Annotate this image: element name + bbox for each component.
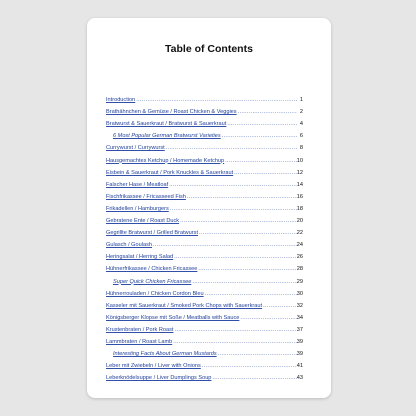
toc-entry[interactable] [106, 140, 303, 152]
toc-dot-leader [191, 279, 296, 286]
toc-entry-link[interactable]: Eisbein & Sauerkraut / Pork Knuckles & Sauerkraut [106, 169, 234, 176]
toc-entry[interactable] [106, 334, 303, 346]
toc-page-number: 29 [296, 278, 303, 285]
toc-entry[interactable] [106, 104, 303, 116]
toc-page-number: 8 [299, 145, 303, 152]
toc-entry[interactable] [106, 92, 303, 104]
toc-entry[interactable] [106, 298, 303, 310]
toc-entry-link[interactable]: Königsberger Klopse mit Soße / Meatballs with Sauce [106, 314, 240, 321]
toc-entry[interactable] [106, 237, 303, 249]
toc-entry-link[interactable]: Krustenbraten / Pork Roast [106, 326, 174, 333]
toc-entry[interactable] [106, 189, 303, 201]
toc-page-number: 32 [296, 302, 303, 309]
toc-page-number: 2 [299, 109, 303, 116]
toc-page-number: 37 [296, 326, 303, 333]
toc-page-number: 14 [296, 181, 303, 188]
document-page [87, 18, 331, 398]
toc-dot-leader [239, 315, 296, 322]
toc-dot-leader [172, 339, 297, 346]
toc-page-number: 41 [296, 363, 303, 370]
toc-entry-link[interactable]: Hühnerfrikassee / Chicken Fricassee [106, 266, 198, 273]
toc-dot-leader [198, 230, 297, 237]
toc-page-number: 34 [296, 314, 303, 321]
toc-dot-leader [211, 375, 296, 382]
toc-subentry[interactable] [106, 346, 303, 358]
toc-entry[interactable] [106, 370, 303, 382]
toc-page-number: 4 [299, 121, 303, 128]
toc-entry-link[interactable]: Gulasch / Goulash [106, 242, 153, 249]
toc-entry-link[interactable]: Leberknödelsuppe / Liver Dumplings Soup [106, 375, 212, 382]
toc-dot-leader [204, 291, 297, 298]
toc-entry[interactable] [106, 322, 303, 334]
toc-page-number: 30 [296, 290, 303, 297]
toc-dot-leader [165, 145, 297, 152]
toc-dot-leader [169, 206, 297, 213]
toc-entry-link[interactable]: Super Quick Chicken Fricassee [113, 278, 192, 285]
toc-page-number: 10 [296, 157, 303, 164]
toc-entry-link[interactable]: Leber mit Zwiebeln / Liver with Onions [106, 363, 201, 370]
toc-entry-link[interactable]: Gebratene Ente / Roast Duck [106, 218, 180, 225]
toc-entry-link[interactable]: Currywurst / Currywurst [106, 145, 165, 152]
toc-dot-leader [233, 170, 297, 177]
toc-dot-leader [173, 254, 297, 261]
toc-page-number: 28 [296, 266, 303, 273]
toc-entry-link[interactable]: Kasseler mit Sauerkraut / Smoked Pork Chops with Sauerkraut [106, 302, 263, 309]
toc-entry-link[interactable]: Gegrillte Bratwurst / Grilled Bratwurst [106, 230, 199, 237]
toc-page-number: 6 [299, 133, 303, 140]
page-title: Table of Contents [165, 43, 253, 55]
toc-page-number: 20 [296, 218, 303, 225]
toc-page-number: 22 [296, 230, 303, 237]
toc-page-number: 16 [296, 193, 303, 200]
toc-entry-link[interactable]: Hausgemachtes Ketchup / Homemade Ketchup [106, 157, 225, 164]
toc-entry[interactable] [106, 249, 303, 261]
toc-entry[interactable] [106, 310, 303, 322]
toc-entry-link[interactable]: 6 Most Popular German Bratwurst Varieties [113, 133, 221, 140]
toc-page-number: 43 [296, 375, 303, 382]
toc-page-number: 39 [296, 351, 303, 358]
toc-dot-leader [262, 303, 297, 310]
toc-entry[interactable] [106, 201, 303, 213]
toc-page-number: 24 [296, 242, 303, 249]
toc-entry[interactable] [106, 225, 303, 237]
toc-dot-leader [224, 158, 297, 165]
toc-dot-leader [226, 121, 297, 128]
toc-dot-leader [135, 97, 297, 104]
toc-dot-leader [186, 194, 297, 201]
toc-dot-leader [152, 242, 297, 249]
toc-entry-link[interactable]: Introduction [106, 97, 136, 104]
toc-entry-link[interactable]: Fischfrikassee / Fricasseed Fish [106, 193, 186, 200]
toc-entry[interactable] [106, 261, 303, 273]
toc-page-number: 26 [296, 254, 303, 261]
toc-entry-link[interactable]: Frikadellen / Hamburgers [106, 205, 169, 212]
toc-page-number: 18 [296, 205, 303, 212]
toc-entry[interactable] [106, 213, 303, 225]
toc-entry[interactable] [106, 358, 303, 370]
toc-entry[interactable] [106, 177, 303, 189]
toc-dot-leader [173, 327, 296, 334]
toc-dot-leader [197, 266, 296, 273]
toc-entry[interactable] [106, 165, 303, 177]
toc-entry-link[interactable]: Lammbraten / Roast Lamb [106, 338, 173, 345]
toc-entry[interactable] [106, 152, 303, 164]
toc-entry-link[interactable]: Heringsalat / Herring Salad [106, 254, 174, 261]
toc-dot-leader [221, 133, 297, 140]
toc-entry-link[interactable]: Falscher Hase / Meatloaf [106, 181, 169, 188]
toc-subentry[interactable] [106, 273, 303, 285]
toc-dot-leader [179, 218, 297, 225]
toc-dot-leader [237, 109, 297, 116]
toc-page-number: 12 [296, 169, 303, 176]
toc-list [106, 92, 303, 382]
toc-dot-leader [217, 351, 297, 358]
toc-page-number: 39 [296, 338, 303, 345]
toc-page-number: 1 [299, 97, 303, 104]
toc-entry-link[interactable]: Brathähnchen & Gemüse / Roast Chicken & Veggies [106, 109, 237, 116]
toc-entry-link[interactable]: Hühnerrouladen / Chicken Cordon Bleu [106, 290, 204, 297]
toc-dot-leader [201, 363, 297, 370]
toc-entry[interactable] [106, 286, 303, 298]
toc-entry-link[interactable]: Bratwurst & Sauerkraut / Bratwurst & Sauerkraut [106, 121, 227, 128]
toc-dot-leader [168, 182, 297, 189]
toc-subentry[interactable] [106, 128, 303, 140]
toc-entry[interactable] [106, 116, 303, 128]
toc-entry-link[interactable]: Interesting Facts About German Mustards [113, 351, 217, 358]
